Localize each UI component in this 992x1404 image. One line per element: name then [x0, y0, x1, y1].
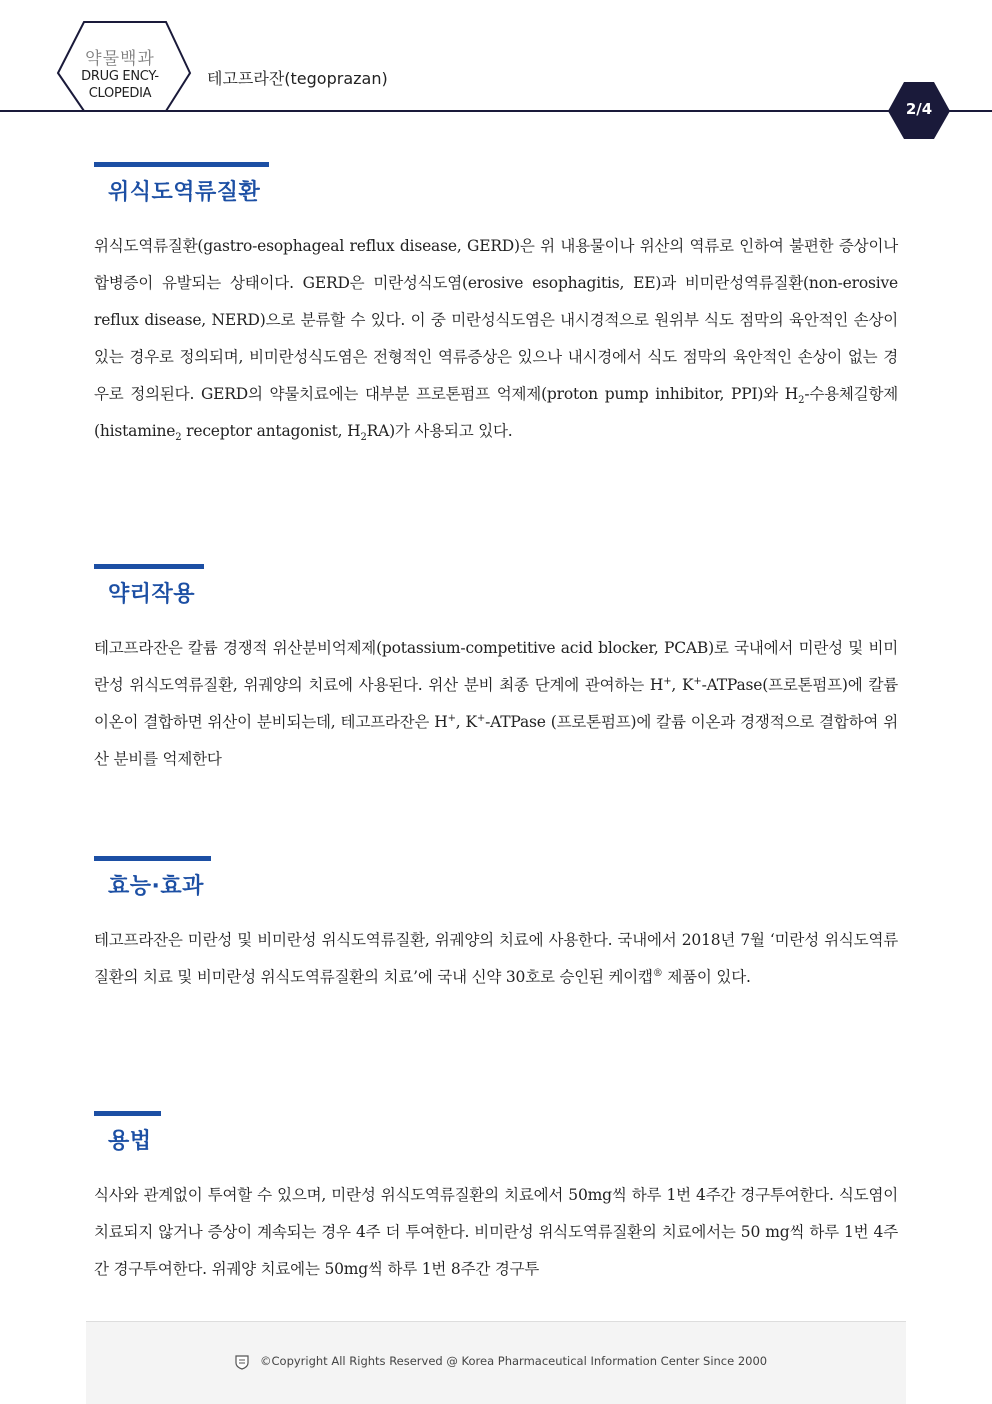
section-body: 테고프라잔은 칼륨 경쟁적 위산분비억제제(potassium-competitive acid blocker, PCAB)로 국내에서 미란성 및 비미란성 위식도역류질환, 위궤양의 치료에 사용된다. 위산 분비 최종 단계에 관여하는 H+, K+-ATPase(프로톤펌프)에 칼륨 이온이 결합하면 위산이 분비되는데, 테고프라잔은 H+, K+-ATPase (프로톤펌프)에 칼륨 이온과 경쟁적으로 결합하여 위산 분비를 억제한다	[94, 639, 898, 768]
section-accent-bar	[94, 564, 204, 569]
section-accent-bar	[94, 1111, 161, 1116]
section-accent-bar	[94, 162, 269, 167]
section-pharmacology	[94, 564, 898, 778]
document-title: 테고프라잔(tegoprazan)	[207, 69, 388, 88]
section-body: 위식도역류질환(gastro-esophageal reflux disease, GERD)은 위 내용물이나 위산의 역류로 인하여 불편한 증상이나 합병증이 유발되는 상태이다. GERD은 미란성식도염(erosive esophagitis, EE)과 비미란성역류질환(non-erosive reflux disease, NERD)으로 분류할 수 있다. 이 중 미란성식도염은 내시경적으로 원위부 식도 점막의 육안적인 손상이 있는 경우로 정의되며, 비미란성식도염은 전형적인 역류증상은 있으나 내시경에서 식도 점막의 육안적인 손상이 없는 경우로 정의된다. GERD의 약물치료에는 대부분 프로톤펌프 억제제(proton pump inhibitor, PPI)와 $H_2-$수용체길항제(histamine$_2$ receptor antagonist, $H_2RA$)가 사용되고 있다.	[94, 237, 898, 444]
logo-english	[60, 68, 180, 102]
section-title: 효능·효과	[108, 874, 204, 899]
section-title: 약리작용	[108, 582, 196, 607]
section-title: 용법	[108, 1129, 152, 1154]
logo-korean: 약물백과	[85, 49, 155, 69]
section-body: 식사와 관계없이 투여할 수 있으며, 미란성 위식도역류질환의 치료에서 50mg씩 하루 1번 4주간 경구투여한다. 식도염이 치료되지 않거나 증상이 계속되는 경우 4주 더 투여한다. 비미란성 위식도역류질환의 치료에서는 50 mg씩 하루 1번 4주간 경구투여한다. 위궤양 치료에는 50mg씩 하루 1번 8주간 경구투	[94, 1186, 898, 1278]
page-footer	[86, 1321, 906, 1404]
section-body: 테고프라잔은 미란성 및 비미란성 위식도역류질환, 위궤양의 치료에 사용한다. 국내에서 2018년 7월 ‘미란성 위식도역류질환의 치료 및 비미란성 위식도역류질환의 치료’에 국내 신약 30호로 승인된 케이캡® 제품이 있다.	[94, 931, 898, 986]
section-gerd	[94, 162, 898, 450]
copyright-text: ©Copyright All Rights Reserved @ Korea Pharmaceutical Information Center Since 2000	[260, 1354, 768, 1368]
page-header	[0, 0, 992, 150]
section-accent-bar	[94, 856, 211, 861]
logo-english-line1: DRUG ENCY-	[81, 69, 159, 84]
logo-english-line2: CLOPEDIA	[88, 86, 152, 101]
section-dosage	[94, 1111, 898, 1288]
page-number: 2/4	[905, 100, 933, 118]
section-efficacy	[94, 856, 898, 996]
shield-icon	[234, 1354, 250, 1370]
section-title: 위식도역류질환	[108, 180, 261, 205]
